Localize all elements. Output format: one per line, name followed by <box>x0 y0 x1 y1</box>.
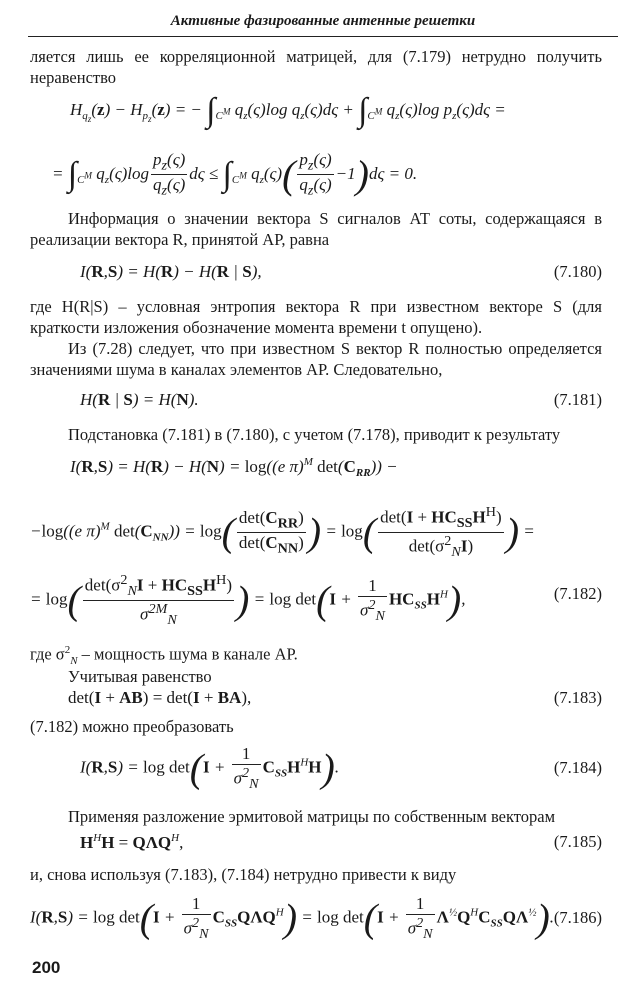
paragraph-6: где $\sigma^2_N$ – мощность шума в канале АР. <box>30 644 298 667</box>
paragraph-5: Подстановка (7.181) в (7.180), с учетом (7.178), приводит к результату <box>68 425 561 444</box>
equation-number-185: (7.185) <box>553 832 602 851</box>
equation-number-183: (7.183) <box>553 688 602 707</box>
paragraph-2: Информация о значении вектора S сигналов АТ соты, содержащаяся в реализации вектора R, принятой АР, равна <box>30 209 602 249</box>
equation-182-line-1: I(R,S) = H(R) − H(N) = log((e π)$^M$ $\det(C_{RR})$) − <box>70 456 398 479</box>
paragraph-4: Из (7.28) следует, что при известном S вектор R полностью определяется значениями шума в каналах элементов АР. Следовательно, <box>30 339 602 379</box>
paragraph-8: (7.182) можно преобразовать <box>30 717 234 736</box>
equation-7-182 <box>30 452 602 632</box>
equation-number-186: (7.186) <box>553 908 602 927</box>
equation-inequality-line-1: $H_{q_z}(z) - H_{p_z}(z)$ = − $\int_{C^M}$ $q_z(\varsigma)\log$ $q_z(\varsigma)d\varsigma + \int_{C^M}$ $q_z(\varsigma)\log$ $p_z(\varsigma)d\varsigma$ = <box>70 92 506 129</box>
equation-7-183: det(I + AB) = det(I + BA), (7.183) <box>68 688 602 707</box>
equation-7-184: I(R,S) = log det(I + $\frac{1}{\sigma^2_N}$ $C_{SS}H^HH$). (7.184) <box>80 744 602 793</box>
equation-7-180: I(R,S) = H(R) − H(R | S), (7.180) <box>80 262 602 281</box>
equation-inequality-line-2: = $\int_{C^M}$ $q_z(\varsigma)\log$ $\frac{p_z(\varsigma)}{q_z(\varsigma)}$ $d\varsigma \le \int_{C^M}$ $q_z(\varsigma)$( $\frac{p_z(\varsigma)}{q_z(\varsigma)}$ −1)dς = 0. <box>52 150 418 199</box>
equation-number-182: (7.182) <box>553 584 602 603</box>
paragraph-3: где H(R|S) – условная энтропия вектора R при известном векторе S (для краткости изложения обозначение момента времени t опущено). <box>30 297 602 337</box>
running-header <box>28 6 618 37</box>
running-title: Активные фазированные антенные решетки <box>170 13 476 29</box>
equation-7-186: I(R,S) = log det(I + $\frac{1}{\sigma^2_N}$ $C_{SS}Q\Lambda Q^H) = \log \det(I$ + $\frac{1}{\sigma^2_N}$ $\Lambda^{\frac{1}{2}}Q^HC_{SS}Q\Lambda^{\frac{1}{2}}$). (7.186) <box>30 894 602 943</box>
paragraph-1: ляется лишь ее корреляционной матрицей, для (7.179) нетрудно получить неравенство <box>30 47 602 87</box>
equation-number-184: (7.184) <box>553 758 602 777</box>
page-number: 200 <box>32 958 61 977</box>
equation-182-line-2: −log((e π)$^M$ $\det(C_{NN})) = \log$( $\frac{\det(C_{RR})}{\det(C_{NN})}$ ) = log( $\frac{\det(I + HC_{SS}H^H)}{\det(\sigma^2_NI)}$ ) = <box>30 504 535 561</box>
equation-7-185: $H^HH = Q\Lambda Q^H$, (7.185) <box>80 832 602 852</box>
equation-number-180: (7.180) <box>553 262 602 281</box>
paragraph-9: Применяя разложение эрмитовой матрицы по собственным векторам <box>68 807 556 826</box>
equation-182-line-3: = log( $\frac{\det(\sigma^2_NI + HC_{SS}H^H)}{\sigma^{2M}_N}$ ) = log det(I + $\frac{1}{\sigma^2_N}$ $HC_{SS}H^H$), <box>30 572 466 629</box>
equation-inequality <box>30 92 602 210</box>
paragraph-10: и, снова используя (7.183), (7.184) нетрудно привести к виду <box>30 865 457 884</box>
paragraph-7: Учитывая равенство <box>68 667 212 686</box>
equation-7-181: H(R | S) = H(N). (7.181) <box>80 390 602 409</box>
equation-number-181: (7.181) <box>553 390 602 409</box>
